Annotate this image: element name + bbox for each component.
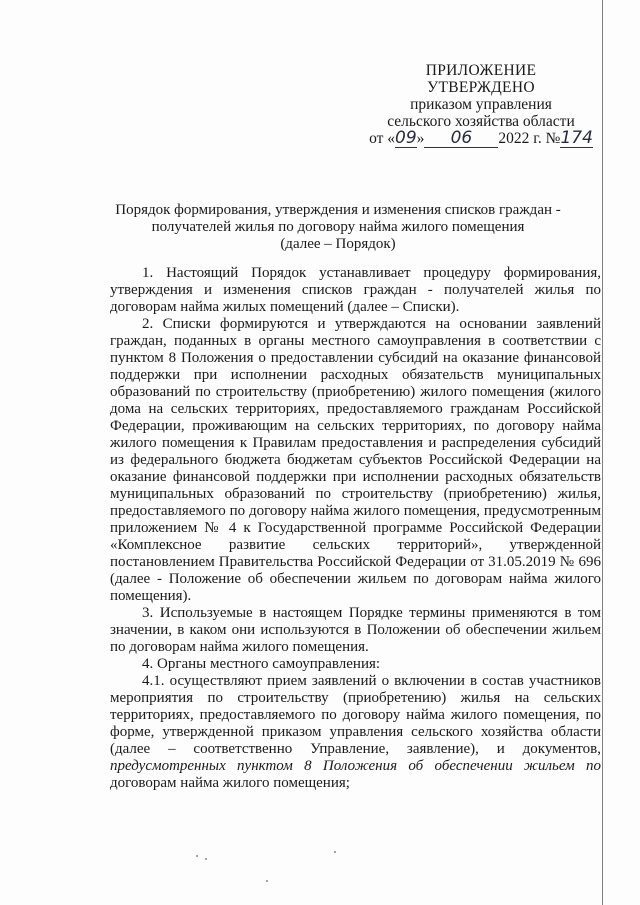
document-body — [110, 265, 601, 792]
handwritten-day: 09 — [395, 128, 417, 148]
paragraph-4-1-start: 4.1. осуществляют прием заявлений о включении в состав участников мероприятия по строительству (приобретению) жилья на сельских территориях, предоставляемого по договору найма жилого помещения, по форме, утвержденной приказом управления сельского хозяйства области (далее – соответственно Управление, заявление), и документов, — [110, 673, 601, 757]
paragraph-3: 3. Используемые в настоящем Порядке термины применяются в том значении, в каком они используются в Положении об обеспечении жильем по договорам найма жилого помещения. — [110, 605, 601, 655]
scan-speck — [196, 855, 198, 857]
paragraph-4-1-italic: предусмотренных пунктом 8 Положения об обеспечении жильем по — [110, 758, 601, 774]
handwritten-month: 06 — [424, 130, 498, 148]
handwritten-order-number: 174 — [560, 128, 593, 148]
paragraph-4: 4. Органы местного самоуправления: — [142, 656, 381, 672]
approval-header — [366, 62, 596, 148]
paragraph-4-1 — [110, 673, 601, 792]
scan-speck — [334, 851, 336, 853]
title-line-3: (далее – Порядок) — [280, 236, 396, 252]
title-line-1: Порядок формирования, утверждения и изменения списков граждан - — [115, 202, 561, 218]
scan-speck — [266, 880, 268, 882]
paragraph-4-1-end: договорам найма жилого помещения; — [110, 775, 350, 791]
scan-speck — [205, 858, 207, 860]
paragraph-2: 2. Списки формируются и утверждаются на основании заявлений граждан, поданных в органы местного самоуправления в соответствии с пунктом 8 Положения о предоставлении субсидий на оказание финансовой поддержки при исполнении расходных обязательств муниципальных образований по строительству (приобретению) жилого помещения (жилого дома на сельских территориях, предоставляемого гражданам Российской Федерации, проживающим на сельских территориях, по договору найма жилого помещения к Правилам предоставления и распределения субсидий из федерального бюджета бюджетам субъектов Российской Федерации на оказание финансовой поддержки при исполнении расходных обязательств муниципальных образований по строительству (приобретению) жилья, предоставляемого по договору найма жилого помещения, предусмотренным приложением № 4 к Государственной программе Российской Федерации «Комплексное развитие сельских территорий», утвержденной постановлением Правительства Российской Федерации от 31.05.2019 № 696 (далее - Положение об обеспечении жильем по договорам найма жилого помещения). — [110, 316, 601, 604]
appendix-label: ПРИЛОЖЕНИЕ — [425, 62, 537, 79]
order-date-line — [366, 130, 596, 148]
scan-edge-line — [602, 0, 603, 905]
title-line-2: получателей жилья по договору найма жилого помещения — [151, 219, 525, 235]
date-quote-close: » — [416, 130, 425, 147]
approved-label: УТВЕРЖДЕНО — [427, 79, 535, 96]
year-and-number-label: 2022 г. № — [498, 130, 561, 147]
paragraph-1: 1. Настоящий Порядок устанавливает процедуру формирования, утверждения и изменения списков граждан - получателей жилья по договорам найма жилых помещений (далее – Списки). — [110, 265, 601, 315]
date-prefix: от « — [369, 130, 396, 147]
order-line-2: сельского хозяйства области — [387, 113, 575, 130]
order-line-1: приказом управления — [410, 96, 552, 113]
document-title — [110, 202, 566, 253]
